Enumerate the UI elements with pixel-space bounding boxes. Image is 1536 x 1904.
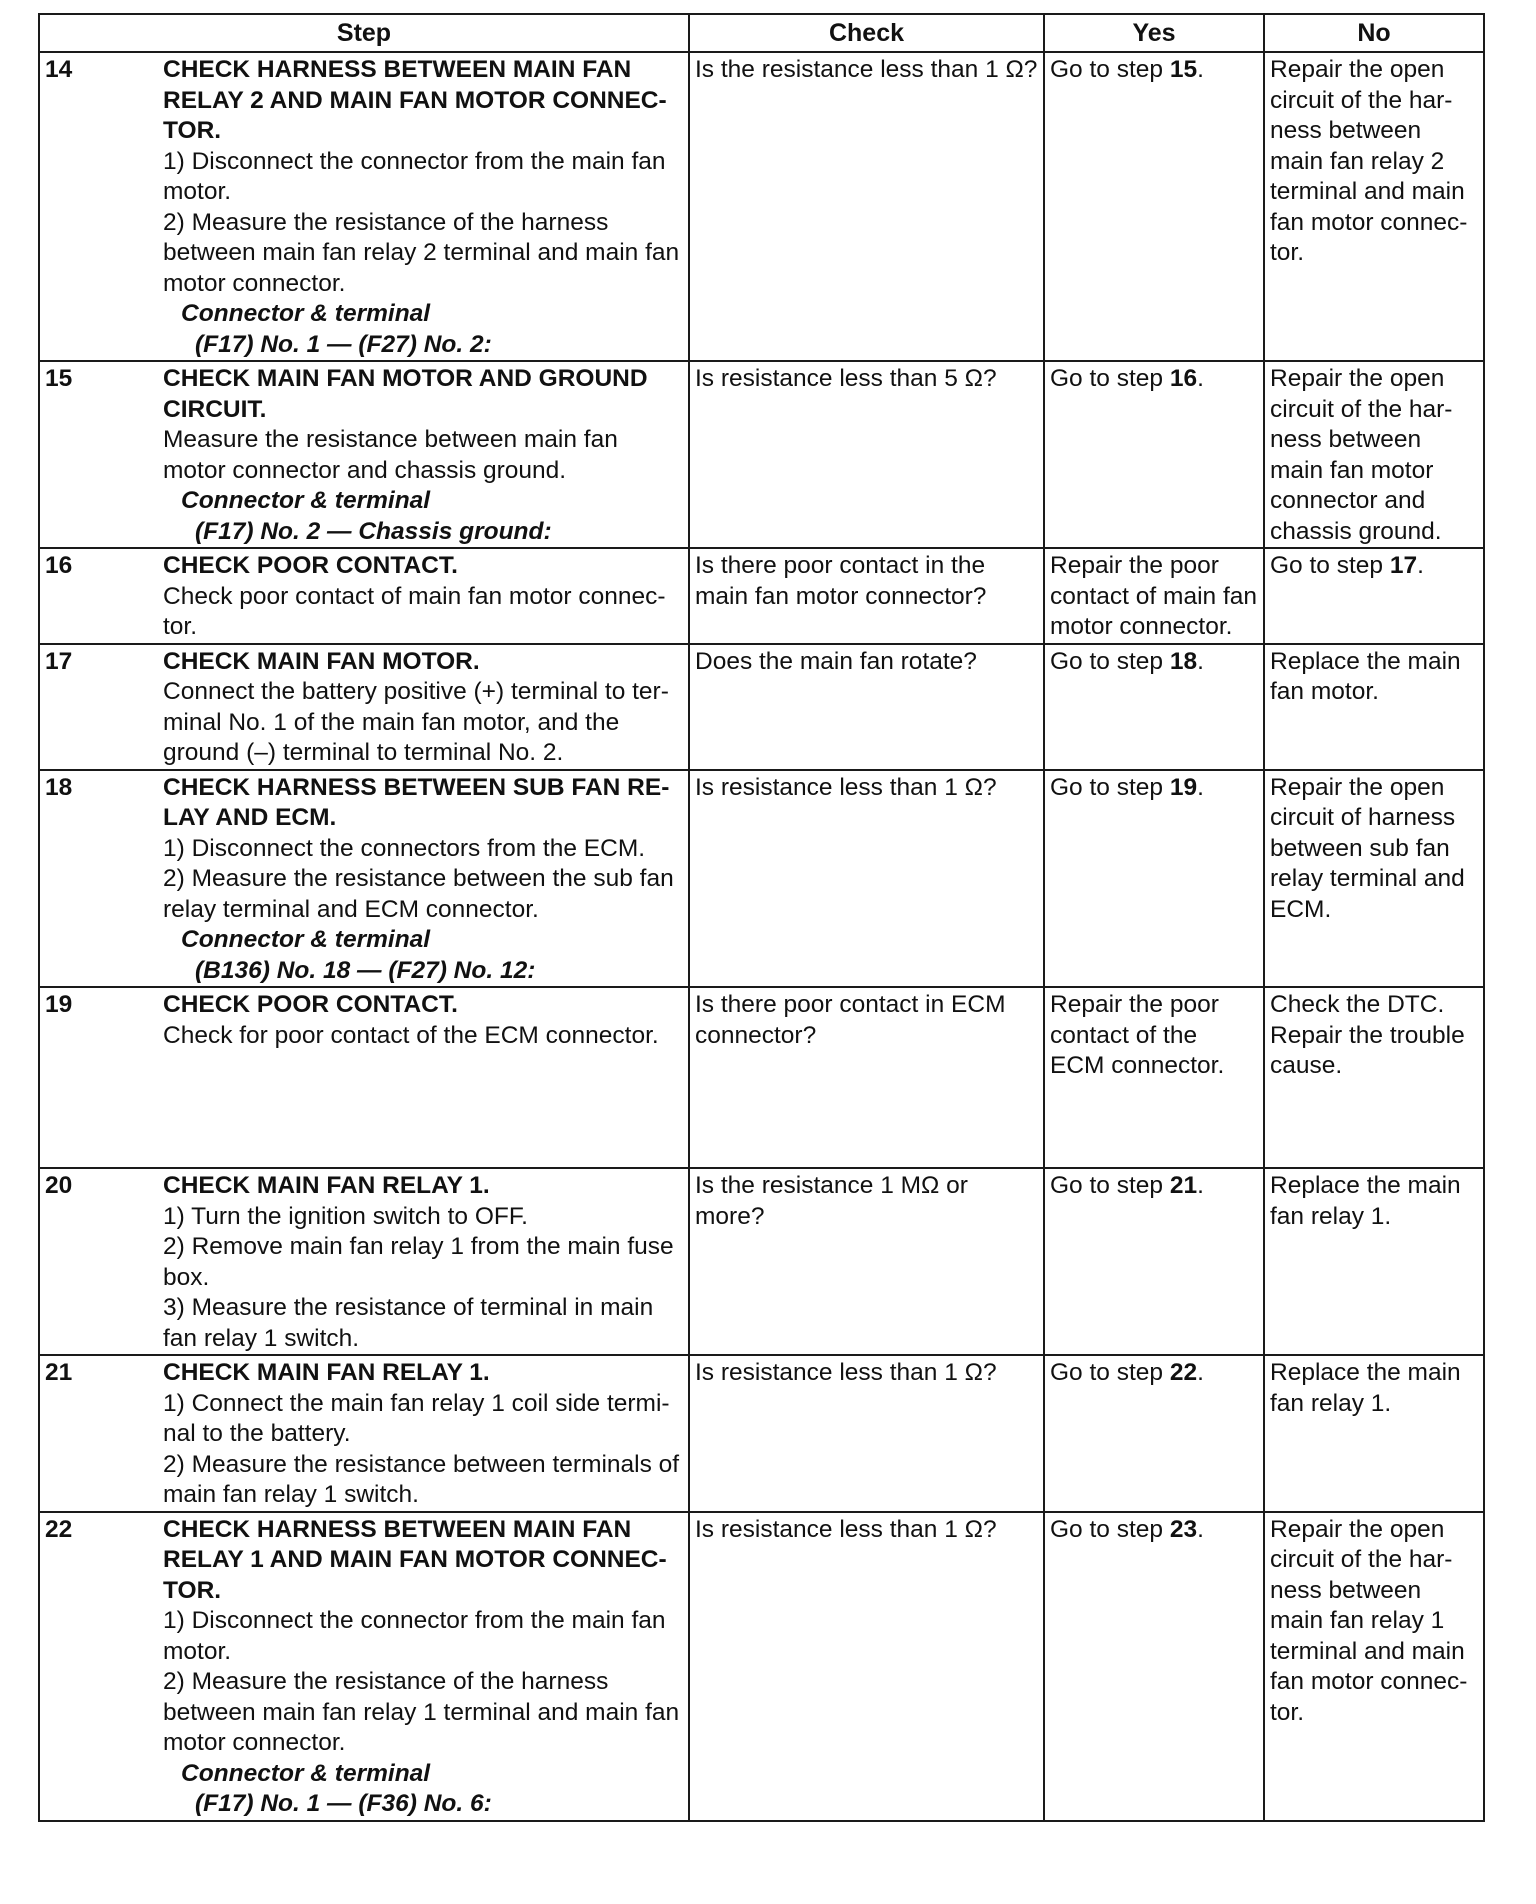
yes-cell <box>1044 52 1264 361</box>
step-title: CHECK HARNESS BETWEEN MAIN FAN RELAY 2 AND MAIN FAN MOTOR CONNEC-TOR. <box>163 56 667 144</box>
yes-cell <box>1044 1168 1264 1355</box>
table-row <box>39 548 1484 644</box>
step-cell <box>39 52 689 361</box>
step-number: 18 <box>45 773 73 801</box>
no-cell <box>1264 1355 1484 1512</box>
connector-label: Connector & terminal <box>181 926 431 953</box>
yes-text: Go to step <box>1050 365 1170 392</box>
no-text: Replace the main fan motor. <box>1270 647 1461 705</box>
step-number: 22 <box>45 1515 73 1543</box>
yes-text: Go to step <box>1050 56 1170 83</box>
yes-cell <box>1044 1512 1264 1821</box>
no-cell <box>1264 1512 1484 1821</box>
step-instruction: 1) Disconnect the connectors from the ECM. <box>163 834 646 862</box>
yes-step-ref: 18 <box>1169 647 1198 675</box>
yes-step-ref: 19 <box>1169 773 1198 801</box>
yes-step-ref: 22 <box>1169 1359 1198 1386</box>
step-instruction: 1) Disconnect the connector from the main fan motor. <box>163 147 666 205</box>
step-number: 21 <box>45 1359 73 1386</box>
yes-text: Go to step <box>1050 1515 1170 1543</box>
no-cell <box>1264 548 1484 644</box>
header-no: No <box>1264 14 1484 52</box>
connector-value: (F17) No. 1 — (F36) No. 6: <box>195 1790 492 1817</box>
step-title: CHECK MAIN FAN MOTOR. <box>163 647 480 675</box>
header-check: Check <box>689 14 1044 52</box>
table-row <box>39 1355 1484 1512</box>
check-cell: Does the main fan rotate? <box>689 644 1044 770</box>
step-cell <box>39 1355 689 1512</box>
step-instruction: 1) Turn the ignition switch to OFF. <box>163 1202 528 1230</box>
step-number: 19 <box>45 991 73 1018</box>
yes-text: Go to step <box>1050 773 1170 801</box>
check-cell: Is resistance less than 1 Ω? <box>689 1355 1044 1512</box>
table-row <box>39 1168 1484 1355</box>
yes-suffix: . <box>1197 56 1204 83</box>
step-instruction: Check for poor contact of the ECM connector. <box>163 1021 659 1049</box>
step-title: CHECK POOR CONTACT. <box>163 991 458 1018</box>
yes-cell <box>1044 1355 1264 1512</box>
step-instruction: 2) Remove main fan relay 1 from the main fuse box. <box>163 1233 674 1291</box>
no-text: Repair the open circuit of the har-ness between main fan relay 1 terminal and main fan motor connec-tor. <box>1270 1515 1468 1726</box>
table-row <box>39 1512 1484 1821</box>
table-row <box>39 770 1484 988</box>
check-cell: Is the resistance less than 1 Ω? <box>689 52 1044 361</box>
step-number: 14 <box>45 56 73 83</box>
no-text: Replace the main fan relay 1. <box>1270 1172 1461 1230</box>
yes-text: Go to step <box>1050 647 1170 675</box>
diagnostic-table <box>38 13 1485 1822</box>
step-cell <box>39 644 689 770</box>
yes-cell <box>1044 361 1264 548</box>
step-cell <box>39 770 689 988</box>
no-text: Check the DTC. Repair the trouble cause. <box>1270 991 1465 1079</box>
step-instruction: Measure the resistance between main fan motor connector and chassis ground. <box>163 426 618 484</box>
check-cell: Is resistance less than 5 Ω? <box>689 361 1044 548</box>
check-cell: Is there poor contact in the main fan motor connector? <box>689 548 1044 644</box>
step-number: 16 <box>45 552 73 579</box>
step-instruction: Connect the battery positive (+) terminal to ter-minal No. 1 of the main fan motor, and the ground (–) terminal to terminal No. 2. <box>163 678 669 766</box>
step-number: 15 <box>45 365 73 392</box>
header-yes: Yes <box>1044 14 1264 52</box>
step-cell <box>39 987 689 1168</box>
no-cell <box>1264 644 1484 770</box>
step-cell <box>39 548 689 644</box>
no-text: Repair the open circuit of the har-ness between main fan relay 2 terminal and main fan motor connec-tor. <box>1270 56 1468 266</box>
yes-step-ref: 15 <box>1169 56 1198 83</box>
yes-suffix: . <box>1197 1172 1204 1199</box>
step-title: CHECK MAIN FAN MOTOR AND GROUND CIRCUIT. <box>163 365 648 423</box>
no-cell <box>1264 361 1484 548</box>
check-cell: Is the resistance 1 MΩ or more? <box>689 1168 1044 1355</box>
connector-value: (F17) No. 2 — Chassis ground: <box>195 517 552 545</box>
yes-step-ref: 23 <box>1169 1515 1198 1543</box>
step-instruction: 3) Measure the resistance of terminal in main fan relay 1 switch. <box>163 1294 654 1352</box>
step-number: 17 <box>45 647 73 675</box>
step-title: CHECK POOR CONTACT. <box>163 552 458 579</box>
yes-step-ref: 21 <box>1169 1172 1198 1199</box>
yes-suffix: . <box>1197 773 1204 801</box>
yes-cell <box>1044 644 1264 770</box>
no-text: Go to step <box>1270 552 1390 579</box>
table-row <box>39 987 1484 1168</box>
step-cell <box>39 361 689 548</box>
no-suffix: . <box>1417 552 1424 579</box>
table-row <box>39 644 1484 770</box>
check-cell: Is resistance less than 1 Ω? <box>689 1512 1044 1821</box>
step-instruction: 1) Connect the main fan relay 1 coil side termi-nal to the battery. <box>163 1389 670 1447</box>
no-text: Repair the open circuit of the har-ness between main fan motor connector and chassis ground. <box>1270 365 1453 545</box>
step-number: 20 <box>45 1172 73 1199</box>
no-text: Replace the main fan relay 1. <box>1270 1359 1461 1417</box>
yes-suffix: . <box>1197 647 1204 675</box>
connector-label: Connector & terminal <box>181 487 431 514</box>
connector-value: (B136) No. 18 — (F27) No. 12: <box>195 956 536 984</box>
step-title: CHECK MAIN FAN RELAY 1. <box>163 1359 490 1386</box>
step-cell <box>39 1168 689 1355</box>
yes-text: Go to step <box>1050 1359 1170 1386</box>
connector-value: (F17) No. 1 — (F27) No. 2: <box>195 330 492 358</box>
yes-suffix: . <box>1197 1515 1204 1543</box>
no-cell <box>1264 1168 1484 1355</box>
table-row <box>39 361 1484 548</box>
step-title: CHECK MAIN FAN RELAY 1. <box>163 1172 490 1199</box>
step-cell <box>39 1512 689 1821</box>
no-step-ref: 17 <box>1389 552 1418 579</box>
yes-cell <box>1044 987 1264 1168</box>
step-instruction: 2) Measure the resistance of the harness between main fan relay 1 terminal and main fan motor connector. <box>163 1668 680 1756</box>
step-instruction: 1) Disconnect the connector from the main fan motor. <box>163 1607 666 1665</box>
no-text: Repair the open circuit of harness between sub fan relay terminal and ECM. <box>1270 773 1465 923</box>
table-row <box>39 52 1484 361</box>
no-cell <box>1264 770 1484 988</box>
yes-suffix: . <box>1197 365 1204 392</box>
yes-step-ref: 16 <box>1169 365 1198 392</box>
no-cell <box>1264 52 1484 361</box>
yes-suffix: . <box>1197 1359 1204 1386</box>
connector-label: Connector & terminal <box>181 300 431 327</box>
connector-label: Connector & terminal <box>181 1759 431 1787</box>
step-instruction: Check poor contact of main fan motor connec-tor. <box>163 582 666 640</box>
header-step: Step <box>39 14 689 52</box>
no-cell <box>1264 987 1484 1168</box>
check-cell: Is resistance less than 1 Ω? <box>689 770 1044 988</box>
step-title: CHECK HARNESS BETWEEN SUB FAN RE-LAY AND ECM. <box>163 773 670 831</box>
step-instruction: 2) Measure the resistance between terminals of main fan relay 1 switch. <box>163 1450 680 1508</box>
yes-text: Repair the poor contact of the ECM connector. <box>1050 991 1225 1079</box>
check-cell: Is there poor contact in ECM connector? <box>689 987 1044 1168</box>
step-instruction: 2) Measure the resistance between the sub fan relay terminal and ECM connector. <box>163 865 674 923</box>
yes-cell <box>1044 548 1264 644</box>
step-title: CHECK HARNESS BETWEEN MAIN FAN RELAY 1 AND MAIN FAN MOTOR CONNEC-TOR. <box>163 1515 667 1604</box>
step-instruction: 2) Measure the resistance of the harness between main fan relay 2 terminal and main fan motor connector. <box>163 208 680 297</box>
header-row <box>39 14 1484 52</box>
yes-text: Repair the poor contact of main fan motor connector. <box>1050 552 1258 640</box>
yes-cell <box>1044 770 1264 988</box>
yes-text: Go to step <box>1050 1172 1170 1199</box>
